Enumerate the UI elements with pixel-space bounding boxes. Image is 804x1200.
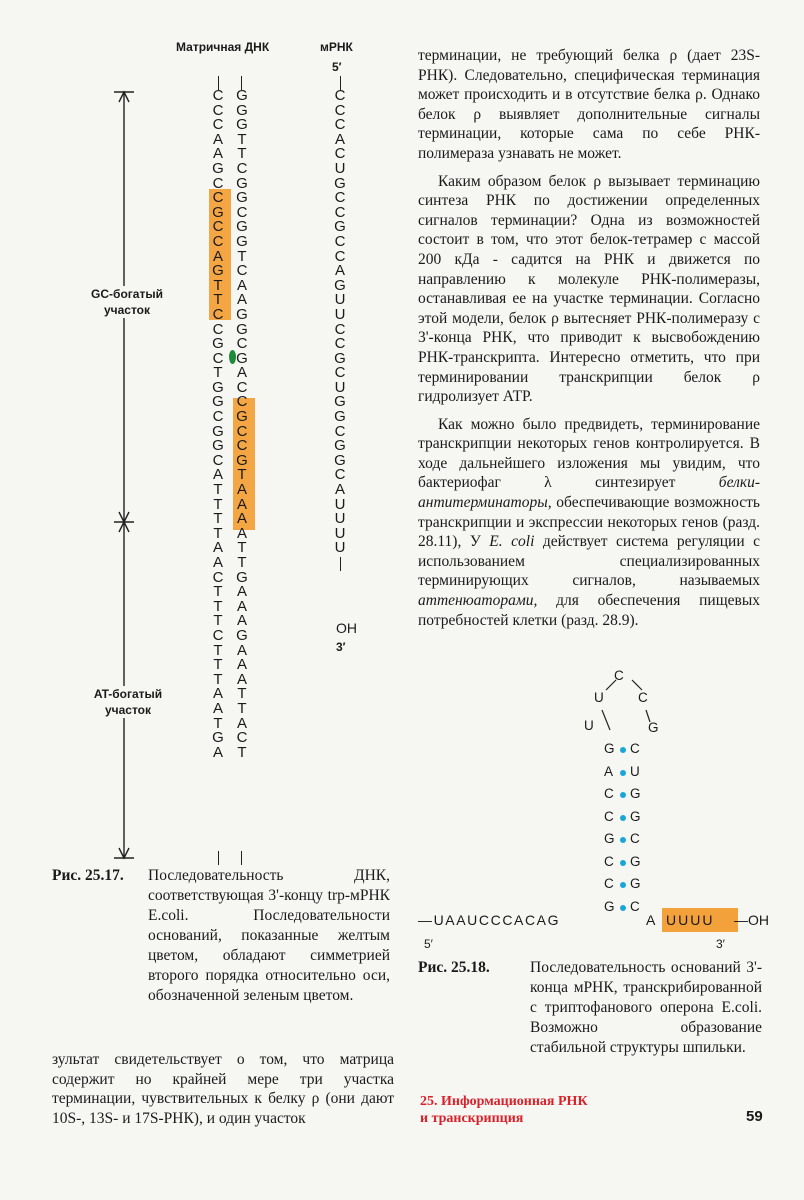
- nucleotide: C: [236, 335, 248, 353]
- nucleotide: A: [236, 714, 247, 732]
- nucleotide: C: [236, 203, 248, 221]
- nucleotide: U: [334, 539, 346, 557]
- nucleotide: T: [213, 641, 223, 659]
- mrna-five-prime: 5′: [332, 60, 342, 74]
- nucleotide: A: [236, 583, 247, 601]
- mrna-strand: [332, 89, 348, 556]
- nucleotide: T: [237, 130, 247, 148]
- stem-base-right: G: [630, 808, 641, 824]
- nucleotide: G: [236, 451, 248, 469]
- nucleotide: G: [334, 218, 346, 236]
- base-pair-dot: [620, 860, 626, 866]
- nucleotide: G: [334, 437, 346, 455]
- nucleotide: T: [237, 466, 247, 484]
- nucleotide: C: [334, 203, 346, 221]
- nucleotide: U: [334, 291, 346, 309]
- nucleotide: C: [212, 232, 224, 250]
- stem-base-left: C: [604, 808, 614, 824]
- nucleotide: G: [236, 408, 248, 426]
- stem-base-right: G: [630, 786, 641, 801]
- stem-base-left: C: [604, 786, 614, 801]
- loop-base: C: [614, 668, 624, 683]
- stem-base-left: C: [604, 876, 614, 891]
- nucleotide: G: [334, 393, 346, 411]
- nucleotide: G: [236, 116, 248, 134]
- loop-base: U: [584, 718, 594, 733]
- nucleotide: T: [213, 276, 223, 294]
- stem-base-right: C: [630, 898, 640, 914]
- chapter-title-line1: 25. Информационная РНК: [420, 1094, 588, 1109]
- linear-sequence: —UAAUCCCACAG: [418, 912, 561, 928]
- nucleotide: U: [334, 510, 346, 528]
- nucleotide: C: [334, 101, 346, 119]
- nucleotide: G: [236, 349, 248, 367]
- nucleotide: G: [334, 408, 346, 426]
- nucleotide: A: [212, 145, 223, 163]
- nucleotide: T: [213, 364, 223, 382]
- nucleotide: A: [236, 510, 247, 528]
- loop-base: G: [648, 720, 659, 735]
- nucleotide: C: [236, 378, 248, 396]
- at-rich-label: AT-богатый участок: [82, 686, 174, 718]
- chapter-title-line2: и транскрипция: [420, 1111, 524, 1126]
- stem-pair: [604, 741, 644, 761]
- base-pair-dot: [620, 905, 626, 911]
- base-pair-dot: [620, 815, 626, 821]
- mrna-three-prime: 3′: [336, 640, 346, 654]
- loop-base: U: [594, 690, 604, 705]
- nucleotide: C: [212, 408, 224, 426]
- nucleotide: T: [213, 495, 223, 513]
- base-pair-dot: [620, 747, 626, 753]
- loop-base: C: [638, 690, 648, 705]
- strand-tick: [218, 851, 219, 865]
- nucleotide: C: [334, 247, 346, 265]
- mrna-oh: OH: [336, 620, 357, 636]
- fig-25-17-label: Рис. 25.17.: [52, 867, 124, 884]
- nucleotide: T: [213, 291, 223, 309]
- base-pair-dot: [620, 837, 626, 843]
- nucleotide: G: [212, 393, 224, 411]
- nucleotide: G: [236, 320, 248, 338]
- nucleotide: C: [212, 218, 224, 236]
- right-column-text: [418, 46, 760, 630]
- nucleotide: G: [334, 349, 346, 367]
- stem-base-right: G: [630, 853, 641, 869]
- fig-25-18-label: Рис. 25.18.: [418, 959, 490, 976]
- nucleotide: A: [212, 247, 223, 265]
- fig2-three-prime: 3′: [716, 937, 725, 951]
- nucleotide: T: [237, 685, 247, 703]
- stem-base-left: G: [604, 831, 615, 846]
- nucleotide: G: [236, 568, 248, 586]
- nucleotide: A: [236, 670, 247, 688]
- stem-base-right: C: [630, 831, 640, 846]
- nucleotide: C: [334, 232, 346, 250]
- nucleotide: A: [212, 130, 223, 148]
- nucleotide: G: [212, 729, 224, 747]
- nucleotide: T: [213, 524, 223, 542]
- nucleotide: T: [213, 510, 223, 528]
- nucleotide: A: [212, 743, 223, 761]
- nucleotide: T: [213, 481, 223, 499]
- nucleotide: G: [334, 276, 346, 294]
- nucleotide: A: [236, 656, 247, 674]
- nucleotide: C: [334, 116, 346, 134]
- stem-base-right: U: [630, 763, 640, 779]
- linear-a: A: [646, 912, 656, 928]
- nucleotide: A: [236, 524, 247, 542]
- nucleotide: T: [237, 699, 247, 717]
- stem-pair: [604, 899, 644, 919]
- fig-25-17-caption: Последовательность ДНК, соответствующая 3'-концу trp-мРНК E.coli. Последовательности оснований, показанные желтым цветом, обладают симметрией второго порядка относительно оси, обозначенной зеленым цветом.: [148, 867, 390, 1004]
- region-brackets: [110, 82, 140, 872]
- nucleotide: C: [334, 320, 346, 338]
- stem-pair: [604, 809, 644, 829]
- stem-base-left: C: [604, 853, 614, 869]
- nucleotide: C: [236, 422, 248, 440]
- stem-base-right: C: [630, 741, 640, 756]
- nucleotide: C: [334, 189, 346, 207]
- nucleotide: T: [213, 612, 223, 630]
- nucleotide: C: [212, 87, 224, 104]
- fig-25-18-caption: Последовательность оснований 3'-конца мРНК, транскрибированной с триптофанового оперона E.coli. Возможно образование стабильной структуры шпильки.: [530, 959, 762, 1056]
- nucleotide: A: [236, 291, 247, 309]
- nucleotide: C: [212, 189, 224, 207]
- stem-pair: [604, 764, 644, 784]
- nucleotide: T: [237, 145, 247, 163]
- left-continuation-text: зультат свидетельствует о том, что матрица содержит но крайней мере три участка терминации, чувствительных к белку ρ (они дают 10S-, 13S- и 17S-РНК), и один участок: [52, 1051, 394, 1127]
- nucleotide: G: [212, 203, 224, 221]
- nucleotide: G: [212, 437, 224, 455]
- stem-base-right: G: [630, 876, 641, 891]
- nucleotide: A: [236, 495, 247, 513]
- nucleotide: U: [334, 524, 346, 542]
- nucleotide: G: [236, 87, 248, 104]
- stem-pair: [604, 786, 644, 806]
- stem-base-left: G: [604, 741, 615, 756]
- paragraph-1: терминации, не требующий белка ρ (дает 23S-РНК). Следовательно, специфическая терминация может происходить и в отсутствие белка ρ. Однако белок ρ выявляет дополнительные сигналы терминации, которые сама по себе РНК-полимераза узнавать не может.: [418, 47, 760, 162]
- nucleotide: C: [236, 437, 248, 455]
- nucleotide: C: [236, 729, 248, 747]
- template-dna-header: Матричная ДНК: [176, 40, 270, 54]
- nucleotide: A: [236, 276, 247, 294]
- nucleotide: G: [212, 262, 224, 280]
- paragraph-2: Каким образом белок ρ вызывает терминацию синтеза РНК по достижении определенных сигналов терминации? Одна из возможностей состоит в том, что этот белок-тетрамер с массой 200 кДа - садится на РНК и движется по направлению к молекуле РНК-полимеразы, останавливая ее на участке терминации. Согласно этой модели, белок ρ вытесняет РНК-полимеразу с 3'-конца РНК, что приводит к высвобождению РНК-транскрипта. Интересно отметить, что при терминировании транскрипции белок ρ гидролизует АТР.: [418, 172, 760, 406]
- stem-pair: [604, 854, 644, 874]
- nucleotide: T: [213, 583, 223, 601]
- nucleotide: G: [236, 232, 248, 250]
- nucleotide: A: [334, 130, 345, 148]
- nucleotide: C: [212, 174, 224, 192]
- gc-rich-label: GC-богатый участок: [80, 286, 174, 318]
- fig2-five-prime: 5′: [424, 937, 433, 951]
- nucleotide: T: [237, 743, 247, 761]
- template-strand-right: [234, 89, 250, 760]
- linear-oh: —OH: [734, 912, 769, 928]
- stem-pair: [604, 831, 644, 851]
- nucleotide: T: [237, 554, 247, 571]
- nucleotide: C: [334, 466, 346, 484]
- stem-pair: [604, 876, 644, 896]
- paragraph-3: Как можно было предвидеть, терминирование транскрипции некоторых генов контролируется. В ходе дальнейшего изложения мы увидим, что бактериофаг λ синтезирует белки-антитерминаторы, обеспечивающие возможность транскрипции и экспрессии некоторых генов (разд. 28.11), У E. coli действует система регуляции с использованием специализированных терминирующих сигналов, называемых аттенюаторами, для обеспечения пищевых потребностей клетки (разд. 28.9).: [418, 415, 760, 629]
- mrna-header: мРНК: [320, 40, 353, 54]
- base-pair-dot: [620, 882, 626, 888]
- nucleotide: C: [212, 349, 224, 367]
- nucleotide: C: [334, 364, 346, 382]
- nucleotide: A: [334, 262, 345, 280]
- nucleotide: A: [212, 685, 223, 703]
- nucleotide: C: [236, 262, 248, 280]
- nucleotide: G: [236, 101, 248, 119]
- nucleotide: A: [236, 364, 247, 382]
- nucleotide: G: [334, 174, 346, 192]
- nucleotide: A: [212, 539, 223, 557]
- nucleotide: T: [213, 714, 223, 732]
- nucleotide: A: [212, 554, 223, 571]
- base-pair-dot: [620, 770, 626, 776]
- nucleotide: C: [212, 626, 224, 644]
- nucleotide: G: [236, 189, 248, 207]
- nucleotide: G: [236, 218, 248, 236]
- nucleotide: C: [334, 335, 346, 353]
- linear-uuuu: UUUU: [666, 912, 715, 928]
- nucleotide: C: [236, 393, 248, 411]
- nucleotide: A: [212, 699, 223, 717]
- base-pair-dot: [620, 792, 626, 798]
- nucleotide: C: [212, 320, 224, 338]
- nucleotide: U: [334, 378, 346, 396]
- nucleotide: A: [334, 481, 345, 499]
- nucleotide: T: [213, 597, 223, 615]
- page-number: 59: [746, 1108, 763, 1125]
- nucleotide: U: [334, 159, 346, 177]
- nucleotide: C: [212, 451, 224, 469]
- strand-tick: [340, 557, 341, 571]
- nucleotide: A: [236, 612, 247, 630]
- nucleotide: G: [236, 626, 248, 644]
- stem-base-left: G: [604, 898, 615, 914]
- stem-base-left: A: [604, 763, 614, 779]
- nucleotide: G: [236, 305, 248, 323]
- nucleotide: G: [212, 378, 224, 396]
- nucleotide: A: [236, 641, 247, 659]
- nucleotide: C: [236, 159, 248, 177]
- nucleotide: U: [334, 495, 346, 513]
- nucleotide: C: [334, 145, 346, 163]
- nucleotide: C: [212, 116, 224, 134]
- template-strand-left: [210, 89, 226, 760]
- nucleotide: T: [237, 539, 247, 557]
- nucleotide: A: [236, 481, 247, 499]
- nucleotide: C: [334, 422, 346, 440]
- nucleotide: A: [212, 466, 223, 484]
- chapter-footer: [420, 1093, 680, 1127]
- nucleotide: C: [212, 101, 224, 119]
- nucleotide: A: [236, 597, 247, 615]
- nucleotide: T: [213, 670, 223, 688]
- nucleotide: T: [213, 656, 223, 674]
- nucleotide: G: [212, 159, 224, 177]
- strand-tick: [241, 851, 242, 865]
- nucleotide: C: [334, 87, 346, 104]
- nucleotide: G: [236, 174, 248, 192]
- nucleotide: G: [212, 422, 224, 440]
- nucleotide: G: [212, 335, 224, 353]
- nucleotide: T: [237, 247, 247, 265]
- nucleotide: C: [212, 568, 224, 586]
- nucleotide: U: [334, 305, 346, 323]
- nucleotide: G: [334, 451, 346, 469]
- nucleotide: C: [212, 305, 224, 323]
